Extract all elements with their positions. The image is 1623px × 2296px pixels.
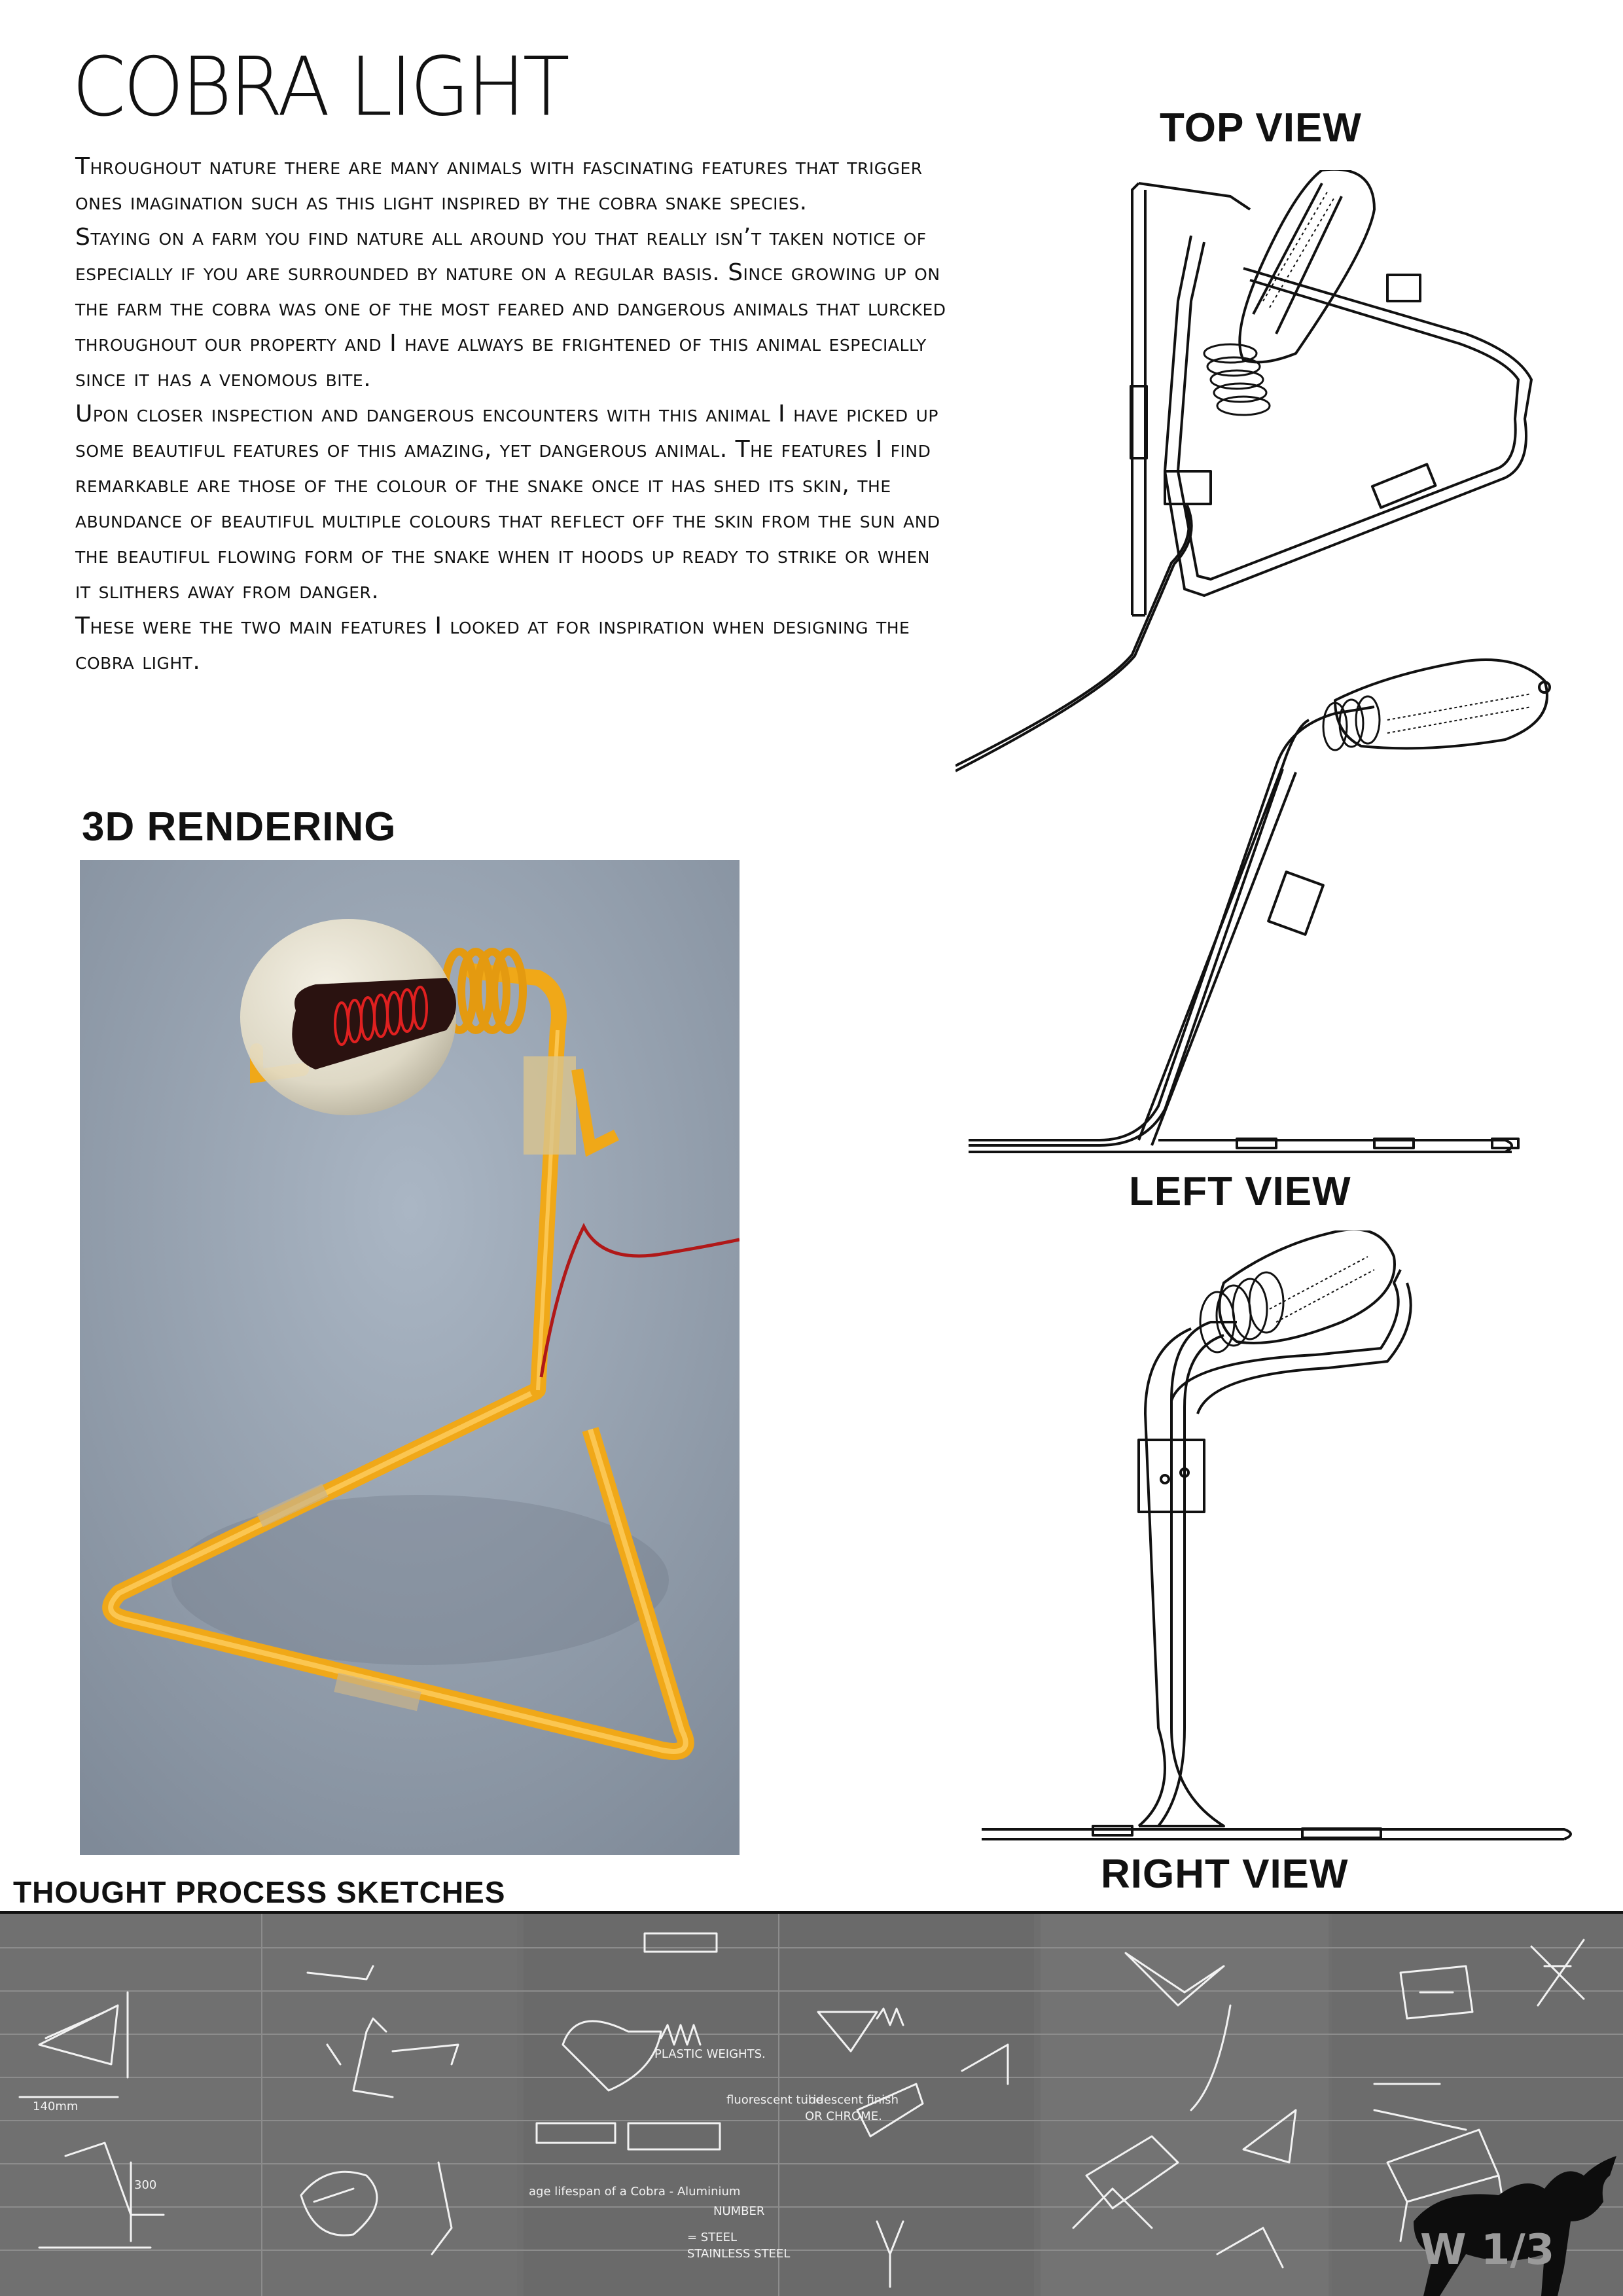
intro-paragraph: Throughout nature there are many animals with fascinating features that trigger ones imagination such as this light inspired by the cobra snake species. (75, 153, 923, 215)
top-view-heading: TOP VIEW (1160, 105, 1362, 151)
page-title: COBRA LIGHT (72, 39, 567, 134)
sketch-note: OR CHROME. (805, 2109, 882, 2123)
intro-paragraph: Upon closer inspection and dangerous encounters with this animal I have picked up some beautiful features of this amazing, yet dangerous animal. The features I find remarkable are those of the colour of the snake once it has shed its skin, the abundance of beautiful multiple colours that reflect off the skin from the sun and the beautiful flowing form of the snake when it hoods up ready to strike or when it slithers away from danger. (75, 401, 940, 604)
rendering-heading: 3D RENDERING (82, 804, 397, 850)
logo-text: W 1/3 (1420, 2226, 1555, 2274)
sketches-panel (0, 1914, 1623, 2296)
right-view-drawing (975, 1230, 1577, 1852)
sketch-note: PLASTIC WEIGHTS. (654, 2047, 766, 2061)
intro-text (75, 149, 952, 679)
right-view-heading: RIGHT VIEW (1101, 1852, 1349, 1897)
intro-paragraph: Staying on a farm you find nature all around you that really isn’t taken notice of especially if you are surrounded by nature on a regular basis. Since growing up on the farm the cobra was one of the most feared and dangerous animals that lurcked throughout our property and I have always be frightened of this animal especially since it has a venomous bite. (75, 224, 946, 392)
sketch-note: = STEEL (687, 2231, 737, 2244)
sketch-note: age lifespan of a Cobra - Aluminium (529, 2185, 741, 2198)
sketch-note: STAINLESS STEEL (687, 2247, 791, 2261)
sketch-note: fluorescent tube (726, 2093, 823, 2107)
sketch-note: 140mm (33, 2100, 79, 2113)
intro-paragraph: These were the two main features I looked at for inspiration when designing the cobra light. (75, 613, 910, 675)
left-view-heading: LEFT VIEW (1129, 1169, 1351, 1214)
sketch-note: iridescent finish (805, 2093, 899, 2107)
left-view-drawing (969, 648, 1558, 1158)
lamp-3d-render (80, 860, 740, 1855)
sketches-heading: THOUGHT PROCESS SKETCHES (13, 1875, 506, 1909)
sketch-note: NUMBER (713, 2204, 765, 2218)
sketch-note: 300 (134, 2178, 157, 2192)
